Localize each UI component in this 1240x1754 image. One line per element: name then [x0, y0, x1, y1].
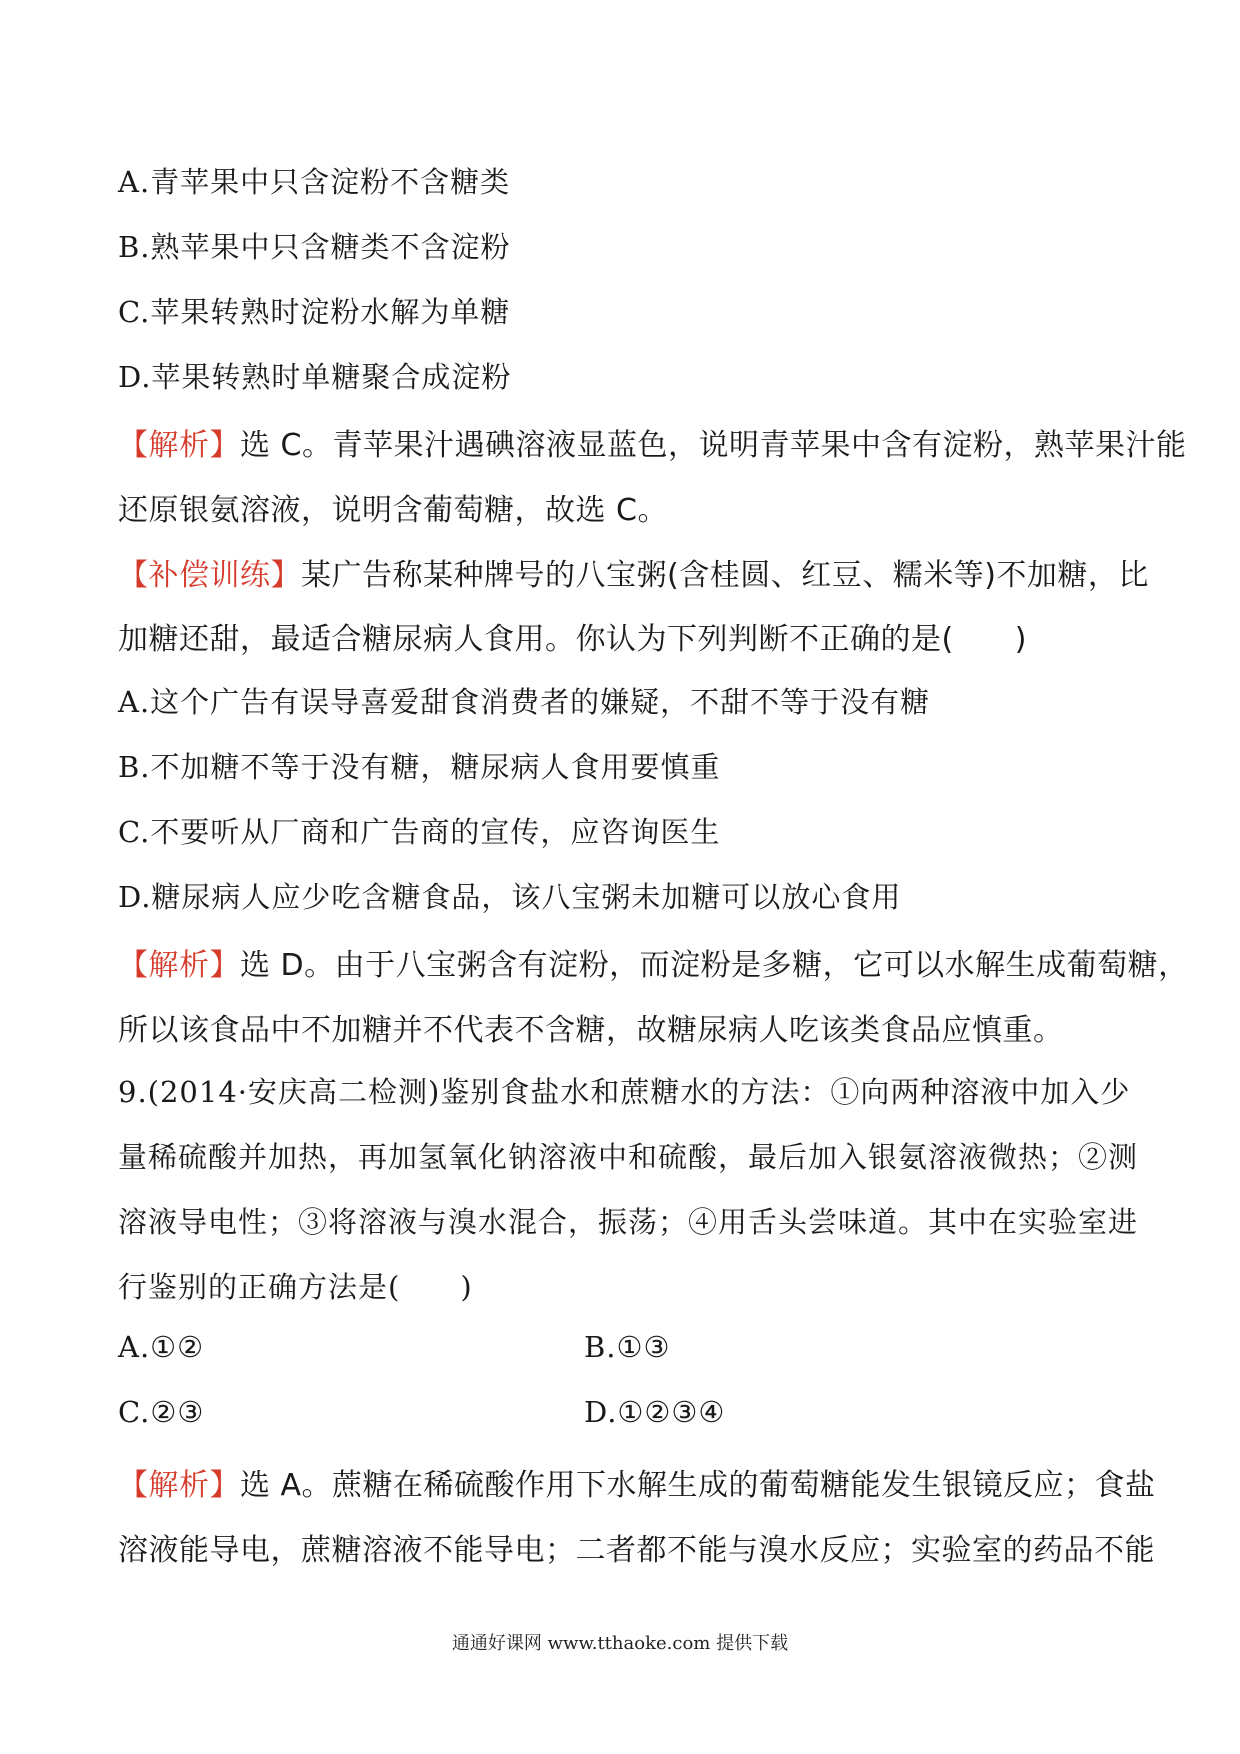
q9-stem-line-1: 9.(2014·安庆高二检测)鉴别食盐水和蔗糖水的方法：①向两种溶液中加入少	[118, 1075, 1131, 1109]
practice-analysis-line-1	[118, 940, 1189, 984]
q8-option-b: B.熟苹果中只含糖类不含淀粉	[118, 230, 511, 264]
q9-analysis-line-1	[118, 1460, 1156, 1504]
practice-option-b: B.不加糖不等于没有糖，糖尿病人食用要慎重	[118, 750, 721, 784]
q9-option-d: D.①②③④	[584, 1395, 726, 1429]
q9-analysis-line-2: 溶液能导电，蔗糖溶液不能导电；二者都不能与溴水反应；实验室的药品不能	[118, 1533, 1155, 1568]
practice-analysis-line-2: 所以该食品中不加糖并不代表不含糖，故糖尿病人吃该类食品应慎重。	[118, 1013, 1064, 1048]
practice-tag: 【补偿训练】	[118, 558, 301, 593]
page-footer: 通通好课网 www.tthaoke.com 提供下载	[451, 1633, 789, 1654]
q9-stem-line-2: 量稀硫酸并加热，再加氢氧化钠溶液中和硫酸，最后加入银氨溶液微热；②测	[118, 1140, 1139, 1174]
practice-stem-line-1	[118, 550, 1149, 594]
analysis-tag: 【解析】	[118, 948, 240, 983]
q9-option-row-2	[118, 1395, 726, 1429]
q9-analysis-text-1: 选 A。蔗糖在稀硫酸作用下水解生成的葡萄糖能发生银镜反应；食盐	[240, 1468, 1156, 1503]
q8-analysis-line-1	[118, 420, 1186, 464]
q9-stem-line-3: 溶液导电性；③将溶液与溴水混合，振荡；④用舌头尝味道。其中在实验室进	[118, 1205, 1139, 1239]
q9-option-row-1	[118, 1330, 671, 1364]
practice-analysis-text-1: 选 D。由于八宝粥含有淀粉，而淀粉是多糖，它可以水解生成葡萄糖，	[240, 948, 1189, 983]
q8-option-d: D.苹果转熟时单糖聚合成淀粉	[118, 360, 512, 394]
practice-stem-line-2: 加糖还甜，最适合糖尿病人食用。你认为下列判断不正确的是( )	[118, 622, 1027, 657]
q8-analysis-line-2: 还原银氨溶液，说明含葡萄糖，故选 C。	[118, 493, 668, 528]
practice-stem-text-1: 某广告称某种牌号的八宝粥(含桂圆、红豆、糯米等)不加糖，比	[301, 558, 1149, 593]
practice-option-c: C.不要听从厂商和广告商的宣传，应咨询医生	[118, 815, 721, 849]
q8-option-a: A.青苹果中只含淀粉不含糖类	[118, 165, 511, 199]
practice-option-d: D.糖尿病人应少吃含糖食品，该八宝粥未加糖可以放心食用	[118, 880, 902, 914]
q8-option-c: C.苹果转熟时淀粉水解为单糖	[118, 295, 511, 329]
analysis-tag: 【解析】	[118, 1468, 240, 1503]
q8-analysis-text-1: 选 C。青苹果汁遇碘溶液显蓝色，说明青苹果中含有淀粉，熟苹果汁能	[240, 428, 1187, 463]
analysis-tag: 【解析】	[118, 428, 240, 463]
q9-option-a: A.①②	[118, 1330, 205, 1364]
q9-option-c: C.②③	[118, 1395, 205, 1429]
q9-stem-line-4: 行鉴别的正确方法是( )	[118, 1270, 473, 1304]
q9-option-b: B.①③	[584, 1330, 671, 1364]
practice-option-a: A.这个广告有误导喜爱甜食消费者的嫌疑，不甜不等于没有糖	[118, 685, 931, 719]
